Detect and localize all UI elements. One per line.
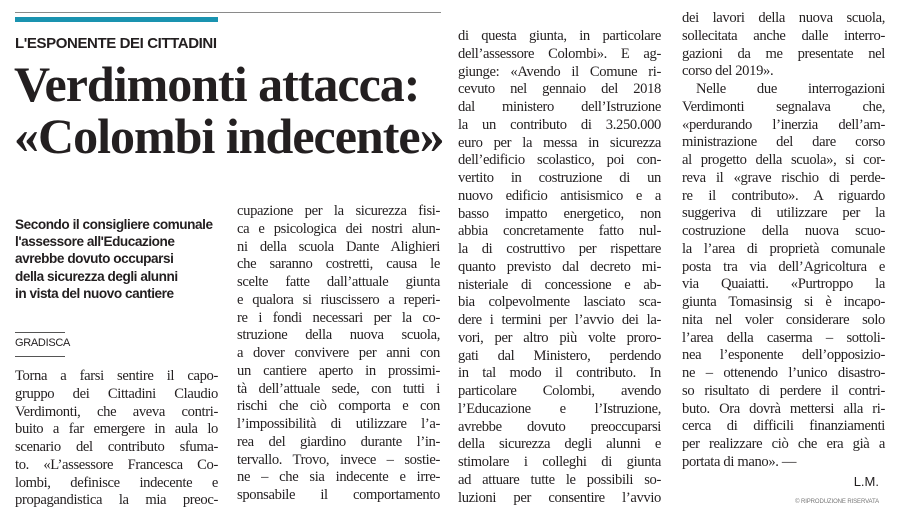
place-rule-bottom [15, 356, 65, 357]
body-text-line: tervallo. Trovo, invece – sostie- [237, 451, 440, 468]
body-text-line: gazioni da me presentate nel [682, 45, 885, 62]
body-text-line: Verdimonti, che aveva contri- [15, 403, 218, 420]
body-text-line: nita nel voler considerare solo [682, 311, 885, 328]
body-text-line: Verdimonti segnalava che, [682, 98, 885, 115]
body-text-line: re i fondi necessari per la co- [237, 309, 440, 326]
body-column-3 [458, 28, 661, 507]
body-text-line: la un contributo di 3.250.000 [458, 116, 661, 133]
top-rule [15, 12, 441, 13]
body-text-line: to. «L’assessore Francesca Co- [15, 456, 218, 473]
body-text-line: ne – che sia indecente e irre- [237, 469, 440, 486]
body-text-line: costruzione della nuova scuo- [682, 223, 885, 239]
body-text-line: abbia concretamente fatto nul- [458, 223, 661, 240]
body-text-line: via Quaiatti. «Purtroppo la [682, 276, 885, 293]
body-text-line: Torna a farsi sentire il capo- [15, 368, 218, 384]
body-text-line: luzioni per consentire l’avvio [458, 489, 661, 506]
body-text-line: vertito in costruzione di un [458, 170, 661, 186]
body-text-line: cupazione per la sicurezza fisi- [237, 203, 440, 219]
body-text-line: posta tra via dell’Agricoltura e [682, 258, 885, 275]
body-text-line: nisteriale di concessione e ab- [458, 276, 661, 293]
summary-line: in vista del nuovo cantiere [15, 285, 174, 301]
body-text-line: so risultato di perdere il contri- [682, 382, 885, 399]
body-text-line: in tal modo il contributo. In [458, 365, 661, 382]
body-text-line: Nelle due interrogazioni [696, 81, 885, 97]
body-text-line: per realizzare ciò che era già a [682, 436, 885, 452]
body-text-line: dei lavori della nuova scuola, [682, 10, 885, 26]
body-text-line: che saranno costretti, causa le [237, 256, 440, 273]
body-text-line: la l’area di proprietà comunale [682, 240, 885, 257]
body-text-line: sponsabile il comportamento [237, 487, 440, 503]
body-text-line: euro per la messa in sicurezza [458, 134, 661, 151]
body-text-line: «perdurando l’inerzia dell’am- [682, 116, 885, 133]
body-text-line: ca e psicologica dei nostri alun- [237, 220, 440, 237]
body-text-line: ad attuare tutte le possibili so- [458, 471, 661, 488]
body-text-line: propagandistica la mia preoc- [15, 492, 218, 509]
body-text-line: ni della scuola Dante Alighieri [237, 238, 440, 255]
body-text-line: vori, per altro più volte proro- [458, 329, 661, 346]
body-text-line: portata di mano». — [682, 453, 797, 470]
body-text-line: re il contributo». A riguardo [682, 187, 885, 204]
body-text-line: gati dal Ministero, perdendo [458, 347, 661, 364]
byline: L.M. [853, 474, 879, 489]
headline-line: Verdimonti attacca: [14, 56, 420, 112]
body-text-line: cevuto nel gennaio del 2018 [458, 81, 661, 98]
body-text-line: gruppo dei Cittadini Claudio [15, 385, 218, 402]
body-column-1 [15, 368, 218, 510]
body-column-4 [682, 10, 885, 472]
body-text-line: la di costruttivo per rispettare [458, 241, 661, 257]
body-text-line: avrebbe dovuto preoccuparsi [458, 418, 661, 435]
body-text-line: buto. Ora dovrà mettersi alla ri- [682, 400, 885, 417]
body-text-line: scenario del contributo sfuma- [15, 439, 218, 455]
summary [15, 216, 225, 302]
body-text-line: struzione della nuova scuola, [237, 327, 440, 344]
body-text-line: dell’edificio scolastico, poi con- [458, 152, 661, 169]
body-text-line: giunta Tomasinsig si è incapo- [682, 294, 885, 310]
body-column-2 [237, 203, 440, 505]
body-text-line: lombi, definisce indecente e [15, 474, 218, 491]
kicker: L'ESPONENTE DEI CITTADINI [15, 35, 217, 52]
body-text-line: un cantiere aperto in prossimi- [237, 362, 440, 379]
body-text-line: nea l’esponente dell’opposizio- [682, 347, 885, 364]
body-text-line: l’Educazione e l’Istruzione, [458, 400, 661, 417]
body-text-line: suggeriva di utilizzare per la [682, 205, 885, 222]
headline-line: «Colombi indecente» [14, 108, 444, 164]
body-text-line: al progetto della scuola», si cor- [682, 152, 885, 168]
body-text-line: ministrazione del dare corso [682, 134, 885, 151]
body-text-line: dal ministero dell’Istruzione [458, 99, 661, 115]
copyright-notice: © RIPRODUZIONE RISERVATA [795, 499, 879, 505]
summary-line: l'assessore all'Educazione [15, 234, 175, 250]
summary-line: Secondo il consigliere comunale [15, 217, 213, 232]
body-text-line: l’impossibilità di utilizzare l’a- [237, 416, 440, 432]
body-text-line: sollecitata anche dalle interro- [682, 27, 885, 44]
body-text-line: bia colpevolmente lasciato sca- [458, 294, 661, 311]
body-text-line: dell’assessore Colombi». E ag- [458, 45, 661, 62]
body-text-line: ne – ottenendo l’unico disastro- [682, 365, 885, 381]
body-text-line: particolare Colombi, avendo [458, 383, 661, 399]
body-text-line: nuovo edificio antisismico e a [458, 187, 661, 204]
summary-line: della sicurezza degli alunni [15, 268, 178, 284]
body-text-line: reva il «grave rischio di perde- [682, 169, 885, 186]
body-text-line: cerca di difficili finanziamenti [682, 418, 885, 435]
body-text-line: giunge: «Avendo il Comune ri- [458, 63, 661, 80]
body-text-line: quanto previsto dal decreto mi- [458, 258, 661, 275]
body-text-line: buito a far emergere in aula lo [15, 421, 218, 438]
body-text-line: tà dell’attuale sede, con tutti i [237, 380, 440, 397]
headline [14, 58, 444, 162]
body-text-line: a dover convivere per anni con [237, 345, 440, 361]
body-text-line: stimolare i colleghi di giunta [458, 454, 661, 470]
summary-line: avrebbe dovuto occuparsi [15, 251, 174, 267]
body-text-line: e qualora si riuscissero a reperi- [237, 291, 440, 308]
body-text-line: scelte fatte dall’attuale giunta [237, 274, 440, 290]
body-text-line: dere i termini per l’avvio dei la- [458, 312, 661, 328]
body-text-line: l’area della caserma – sottoli- [682, 329, 885, 346]
body-text-line: di questa giunta, in particolare [458, 28, 661, 44]
body-text-line: rischi che ciò comporta e con [237, 398, 440, 415]
section-accent-bar [15, 17, 218, 22]
body-text-line: corso del 2019». [682, 63, 774, 80]
body-text-line: della sicurezza degli alunni e [458, 436, 661, 453]
place-rule-top [15, 332, 65, 333]
body-text-line: rea del giardino durante l’in- [237, 433, 440, 450]
body-text-line: basso impatto energetico, non [458, 205, 661, 222]
dateline-place: GRADISCA [15, 337, 71, 349]
